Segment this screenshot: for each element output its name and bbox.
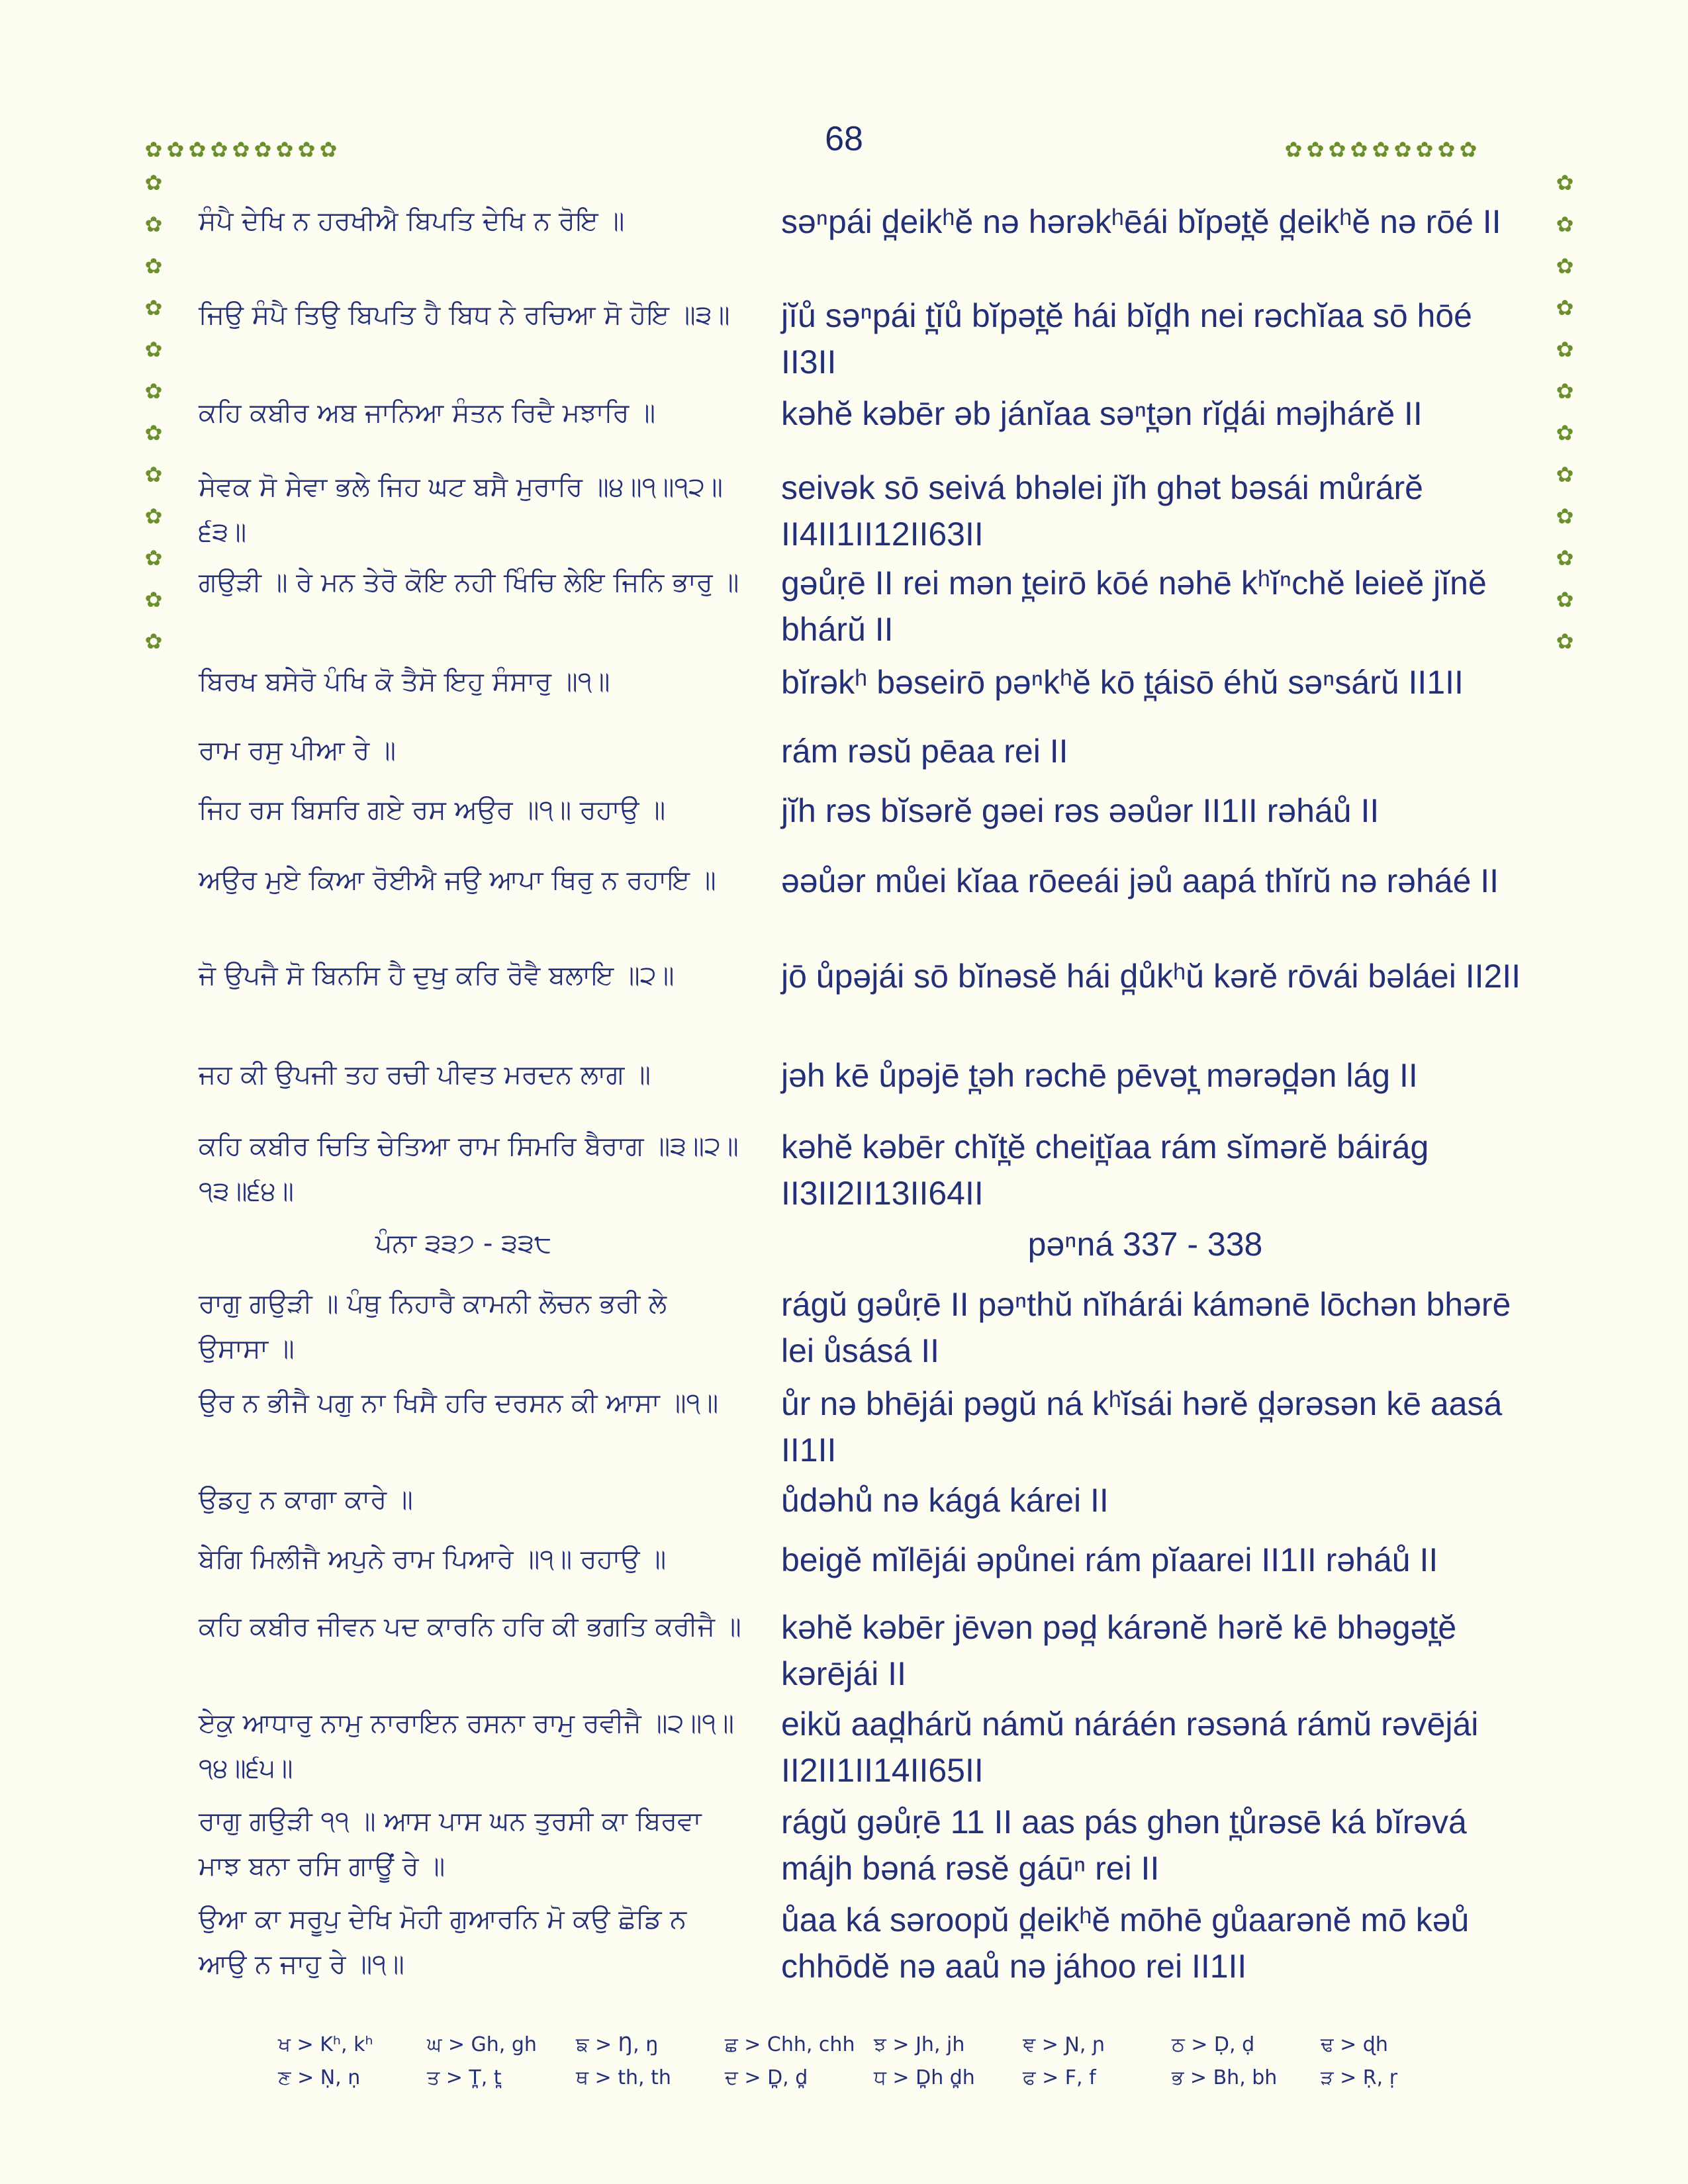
- legend-entry: ਠ > Ḍ, ḍ: [1172, 2033, 1255, 2056]
- gurmukhi-text: ਉਆ ਕਾ ਸਰੂਪੁ ਦੇਖਿ ਮੋਹੀ ਗੁਆਰਨਿ ਮੋ ਕਉ ਛੋਡਿ ਨ ਆਉ ਨ ਜਾਹੁ ਰੇ ॥੧॥: [199, 1904, 695, 1979]
- legend-entry: ਧ > D̪h d̪h: [874, 2066, 975, 2089]
- flower-ornament-icon: ✿: [1393, 137, 1412, 162]
- gurmukhi-text: ਉਡਹੁ ਨ ਕਾਗਾ ਕਾਰੇ ॥: [199, 1484, 413, 1515]
- transliteration-text: bĭrəkʰ bəseirō pəⁿkʰĕ kō t̪áisō éhŭ səⁿsárŭ II1II: [781, 664, 1464, 701]
- legend-entry: ਘ > Gh, gh: [427, 2033, 537, 2056]
- legend-entry: ਭ > Bh, bh: [1172, 2066, 1278, 2089]
- flower-ornament-icon: ✿: [1556, 170, 1574, 195]
- flower-ornament-icon: ✿: [144, 170, 163, 195]
- transliteration-text: jĭh rəs bĭsərĕ gəei rəs əəůər II1II rəháů II: [781, 792, 1380, 829]
- flower-ornament-icon: ✿: [144, 504, 163, 529]
- legend-row: [278, 2066, 1470, 2099]
- flower-ornament-icon: ✿: [1556, 337, 1574, 362]
- gurmukhi-text: ਬੇਗਿ ਮਿਲੀਜੈ ਅਪੁਨੇ ਰਾਮ ਪਿਆਰੇ ॥੧॥ ਰਹਾਉ ॥: [199, 1544, 667, 1574]
- transliteration-text: ůr nə bhējái pəgŭ ná kʰĭsái hərĕ d̪ərəsən kē aasá II1II: [781, 1385, 1512, 1469]
- gurmukhi-text: ਪੰਨਾ ੩੩੭ - ੩੩੮: [375, 1228, 552, 1259]
- flower-ornament-icon: ✿: [319, 137, 338, 162]
- legend-entry: ਣ > Ṇ, ṇ: [278, 2066, 361, 2089]
- transliteration-text: ůaa ká səroopŭ d̪eikʰĕ mōhē gůaarənĕ mō kəů chhōdĕ nə aaů nə jáhoo rei II1II: [781, 1901, 1479, 1985]
- gurmukhi-text: ਰਾਗੁ ਗਉੜੀ ੧੧ ॥ ਆਸ ਪਾਸ ਘਨ ਤੁਰਸੀ ਕਾ ਬਿਰਵਾ ਮਾਝ ਬਨਾ ਰਸਿ ਗਾਊਂ ਰੇ ॥: [199, 1806, 710, 1882]
- transliteration-text: gəůṛē II rei mən t̪eirō kōé nəhē kʰĭⁿchĕ leieĕ jĭnĕ bhárŭ II: [781, 565, 1496, 648]
- gurmukhi-text: ਜਿਹ ਰਸ ਬਿਸਰਿ ਗਏ ਰਸ ਅਉਰ ॥੧॥ ਰਹਾਉ ॥: [199, 795, 666, 825]
- gurmukhi-text: ਜਹ ਕੀ ਉਪਜੀ ਤਹ ਰਚੀ ਪੀਵਤ ਮਰਦਨ ਲਾਗ ॥: [199, 1060, 651, 1090]
- gurmukhi-text: ਅਉਰ ਮੁਏ ਕਿਆ ਰੋਈਐ ਜਉ ਆਪਾ ਥਿਰੁ ਨ ਰਹਾਇ ॥: [199, 865, 716, 895]
- transliteration-text: rágŭ gəůṛē II pəⁿthŭ nĭhárái kámənē lōchən bhərē lei ůsásá II: [781, 1286, 1521, 1369]
- transliteration-text: eikŭ aad̪hárŭ námŭ náráén rəsəná rámŭ rəvējái II2II1II14II65II: [781, 1706, 1488, 1789]
- gurmukhi-text: ਸੰਪੈ ਦੇਖਿ ਨ ਹਰਖੀਐ ਬਿਪਤਿ ਦੇਖਿ ਨ ਰੋਇ ॥: [199, 206, 625, 236]
- flower-ornament-icon: ✿: [1556, 629, 1574, 654]
- legend-entry: ਖ > Kʰ, kʰ: [278, 2033, 373, 2056]
- flower-ornament-icon: ✿: [1350, 137, 1368, 162]
- gurmukhi-text: ਰਾਗੁ ਗਉੜੀ ॥ ਪੰਥੁ ਨਿਹਾਰੈ ਕਾਮਨੀ ਲੋਚਨ ਭਰੀ ਲੇ ਉਸਾਸਾ ॥: [199, 1289, 675, 1364]
- legend-entry: ਝ > Jh, jh: [874, 2033, 965, 2056]
- transliteration-text: pəⁿná 337 - 338: [1027, 1226, 1263, 1263]
- flower-ornament-icon: ✿: [1556, 420, 1574, 445]
- transliteration-text: jəh kē ůpəjē t̪əh rəchē pēvət̪ mərəd̪ən lág II: [781, 1057, 1418, 1094]
- flower-ornament-icon: ✿: [1556, 545, 1574, 570]
- gurmukhi-text: ਜੋ ਉਪਜੈ ਸੋ ਬਿਨਸਿ ਹੈ ਦੁਖੁ ਕਰਿ ਰੋਵੈ ਬਲਾਇ ॥੨॥: [199, 960, 675, 991]
- gurmukhi-text: ਰਾਮ ਰਸੁ ਪੀਆ ਰੇ ॥: [199, 735, 396, 766]
- transliteration-text: kəhĕ kəbēr əb jánĭaa səⁿt̪ən rĭd̪ái məjhárĕ II: [781, 395, 1423, 432]
- flower-ornament-icon: ✿: [1415, 137, 1434, 162]
- legend-entry: ੜ > Ṛ, ṛ: [1321, 2066, 1398, 2089]
- flower-ornament-icon: ✿: [1556, 504, 1574, 529]
- flower-ornament-icon: ✿: [144, 545, 163, 570]
- transliteration-text: seivək sō seivá bhəlei jĭh ghət bəsái můrárĕ II4II1II12II63II: [781, 469, 1432, 553]
- flower-ornament-icon: ✿: [1556, 295, 1574, 320]
- flower-ornament-icon: ✿: [1556, 379, 1574, 404]
- legend-entry: ਙ > Ŋ, ŋ: [576, 2033, 659, 2056]
- legend-entry: ਞ > Ɲ, ɲ: [1023, 2033, 1105, 2056]
- legend-entry: ਫ > F, f: [1023, 2066, 1096, 2089]
- page-number: 68: [825, 120, 863, 158]
- gurmukhi-text: ਏਕੁ ਆਧਾਰੁ ਨਾਮੁ ਨਾਰਾਇਨ ਰਸਨਾ ਰਾਮੁ ਰਵੀਜੈ ॥੨॥੧॥੧੪॥੬੫॥: [199, 1708, 734, 1784]
- flower-ornament-icon: ✿: [166, 137, 185, 162]
- legend-entry: ਤ > T̪, t̪: [427, 2066, 502, 2089]
- flower-ornament-icon: ✿: [275, 137, 294, 162]
- flower-ornament-icon: ✿: [144, 212, 163, 237]
- transliteration-text: beigĕ mĭlējái əpůnei rám pĭaarei II1II rəháů II: [781, 1541, 1438, 1578]
- transliteration-text: səⁿpái d̪eikʰĕ nə hərəkʰēái bĭpət̪ĕ d̪eikʰĕ nə rōé II: [781, 203, 1501, 240]
- flower-ornament-icon: ✿: [1556, 587, 1574, 612]
- flower-ornament-icon: ✿: [144, 137, 163, 162]
- transliteration-text: jĭů səⁿpái t̪ĭů bĭpət̪ĕ hái bĭd̪h nei rəchĭaa sō hōé II3II: [781, 297, 1481, 381]
- legend-row: [278, 2033, 1470, 2066]
- flower-ornament-icon: ✿: [144, 587, 163, 612]
- transliteration-text: kəhĕ kəbēr jēvən pəd̪ kárənĕ hərĕ kē bhəgət̪ĕ kərējái II: [781, 1609, 1466, 1692]
- flower-ornament-icon: ✿: [144, 253, 163, 279]
- flower-ornament-icon: ✿: [1437, 137, 1456, 162]
- gurmukhi-text: ਕਹਿ ਕਬੀਰ ਚਿਤਿ ਚੇਤਿਆ ਰਾਮ ਸਿਮਰਿ ਬੈਰਾਗ ॥੩॥੨॥੧੩॥੬੪॥: [199, 1131, 739, 1206]
- flower-ornament-icon: ✿: [144, 379, 163, 404]
- legend-entry: ਦ > D̪, d̪: [725, 2066, 808, 2089]
- flower-ornament-icon: ✿: [1372, 137, 1390, 162]
- flower-ornament-icon: ✿: [144, 629, 163, 654]
- legend-entry: ਥ > th, th: [576, 2066, 671, 2089]
- transliteration-text: rám rəsŭ pēaa rei II: [781, 733, 1068, 770]
- transliteration-text: əəůər můei kĭaa rōeeái jəů aapá thĭrŭ nə rəháé II: [781, 862, 1499, 899]
- gurmukhi-text: ਬਿਰਖ ਬਸੇਰੋ ਪੰਖਿ ਕੋ ਤੈਸੋ ਇਹੁ ਸੰਸਾਰੁ ॥੧॥: [199, 666, 610, 697]
- gurmukhi-text: ਕਹਿ ਕਬੀਰ ਅਬ ਜਾਨਿਆ ਸੰਤਨ ਰਿਦੈ ਮਝਾਰਿ ॥: [199, 398, 656, 428]
- flower-ornament-icon: ✿: [254, 137, 272, 162]
- flower-ornament-icon: ✿: [1556, 253, 1574, 279]
- transliteration-legend: [278, 2033, 1470, 2099]
- flower-ornament-icon: ✿: [210, 137, 228, 162]
- flower-ornament-icon: ✿: [297, 137, 316, 162]
- gurmukhi-text: ਕਹਿ ਕਬੀਰ ਜੀਵਨ ਪਦ ਕਾਰਨਿ ਹਰਿ ਕੀ ਭਗਤਿ ਕਰੀਜੈ ॥: [199, 1612, 741, 1642]
- gurmukhi-text: ਜਿਉ ਸੰਪੈ ਤਿਉ ਬਿਪਤਿ ਹੈ ਬਿਧ ਨੇ ਰਚਿਆ ਸੋ ਹੋਇ ॥੩॥: [199, 300, 730, 330]
- flower-ornament-icon: ✿: [232, 137, 250, 162]
- transliteration-text: ůdəhů nə kágá kárei II: [781, 1482, 1109, 1519]
- transliteration-text: kəhĕ kəbēr chĭt̪ĕ cheit̪ĭaa rám sĭmərĕ báirág II3II2II13II64II: [781, 1128, 1438, 1212]
- transliteration-text: jō ůpəjái sō bĭnəsĕ hái d̪ůkʰŭ kərĕ rōvái bəláei II2II: [781, 958, 1521, 995]
- flower-ornament-icon: ✿: [188, 137, 207, 162]
- flower-ornament-icon: ✿: [144, 462, 163, 487]
- flower-ornament-icon: ✿: [1459, 137, 1477, 162]
- legend-entry: ਛ > Chh, chh: [725, 2033, 855, 2056]
- gurmukhi-text: ਸੇਵਕ ਸੋ ਸੇਵਾ ਭਲੇ ਜਿਹ ਘਟ ਬਸੈ ਮੁਰਾਰਿ ॥੪॥੧॥੧੨॥੬੩॥: [199, 472, 723, 547]
- flower-ornament-icon: ✿: [1556, 212, 1574, 237]
- flower-ornament-icon: ✿: [1284, 137, 1303, 162]
- flower-ornament-icon: ✿: [144, 337, 163, 362]
- flower-ornament-icon: ✿: [1306, 137, 1325, 162]
- transliteration-text: rágŭ gəůṛē 11 II aas pás ghən t̪ůrəsē ká bĭrəvá májh bəná rəsĕ gáūⁿ rei II: [781, 1803, 1476, 1887]
- gurmukhi-text: ਗਉੜੀ ॥ ਰੇ ਮਨ ਤੇਰੋ ਕੋਇ ਨਹੀ ਖਿੰਚਿ ਲੇਇ ਜਿਨਿ ਭਾਰੁ ॥: [199, 567, 739, 598]
- gurmukhi-text: ਉਰ ਨ ਭੀਜੈ ਪਗੁ ਨਾ ਖਿਸੈ ਹਰਿ ਦਰਸਨ ਕੀ ਆਸਾ ॥੧॥: [199, 1388, 719, 1418]
- flower-ornament-icon: ✿: [144, 420, 163, 445]
- flower-ornament-icon: ✿: [1328, 137, 1346, 162]
- flower-ornament-icon: ✿: [144, 295, 163, 320]
- legend-entry: ਢ > ɖh: [1321, 2033, 1388, 2056]
- flower-ornament-icon: ✿: [1556, 462, 1574, 487]
